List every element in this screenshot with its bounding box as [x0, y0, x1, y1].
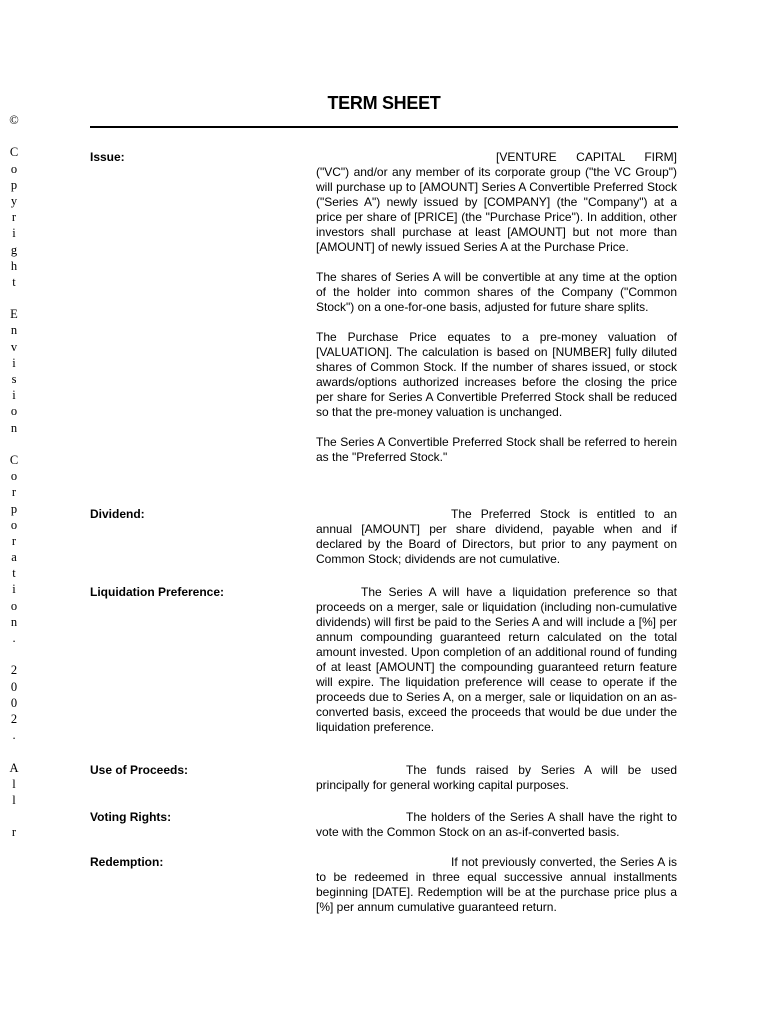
watermark-char: 2: [10, 711, 18, 726]
watermark-char: [6, 646, 22, 662]
watermark-char: n: [10, 323, 18, 338]
watermark-char: o: [10, 161, 18, 176]
watermark-char: 0: [10, 695, 18, 710]
paragraph: [VENTURE CAPITAL FIRM] ("VC") and/or any member of its corporate group ("the VC Group") will purchase up to [AMOUNT] Series A Convertible Preferred Stock ("Series A") newly issued by [COMPANY] (the "Company") at a price per share of [PRICE] (the "Purchase Price"). In addition, other investors shall purchase at least [AMOUNT] but not more than [AMOUNT] of newly issued Series A at the Purchase Price.: [316, 150, 677, 254]
watermark-char: r: [11, 485, 17, 500]
watermark-char: .: [12, 728, 16, 743]
watermark-char: o: [10, 404, 18, 419]
watermark-char: n: [10, 420, 18, 435]
watermark-char: i: [12, 355, 16, 370]
watermark-char: l: [12, 792, 16, 807]
watermark-char: [6, 128, 22, 144]
watermark-char: v: [10, 339, 18, 354]
section-label: Use of Proceeds:: [90, 763, 189, 777]
watermark-char: t: [12, 274, 16, 289]
watermark-char: ©: [9, 113, 19, 127]
watermark-char: o: [10, 598, 18, 613]
watermark-char: t: [12, 566, 16, 581]
section-label: Liquidation Preference:: [90, 585, 225, 599]
watermark-char: h: [10, 258, 18, 273]
section-body: [316, 763, 677, 808]
paragraph: The Series A will have a liquidation preference so that proceeds on a merger, sale or liquidation (including non-cumulative dividends) will first be paid to the Series A and will include a [%] per annum compounding guaranteed return calculated on the total amount invested. Upon completion of an additional round of funding of at least [AMOUNT] the compounding guaranteed return feature will expire. The liquidation preference will cease to operate if the proceeds due to Series A, on a merger, sale or liquidation on an as-converted basis, exceed the proceeds that would be due under the liquidation preference.: [316, 585, 677, 734]
section-body: [316, 855, 677, 930]
document-title: TERM SHEET: [327, 93, 441, 113]
watermark-char: o: [10, 517, 18, 532]
watermark-char: 2: [10, 663, 18, 678]
watermark-char: [6, 808, 22, 824]
paragraph: The Purchase Price equates to a pre-money valuation of [VALUATION]. The calculation is based on [NUMBER] fully diluted shares of Common Stock. If the number of shares issued, or stock awards/options authorized increases before the closing the price per share for Series A Convertible Preferred Stock shall be reduced so that the pre-money valuation is unchanged.: [316, 330, 677, 419]
watermark-char: [6, 290, 22, 306]
paragraph: The Preferred Stock is entitled to an annual [AMOUNT] per share dividend, payable when and if declared by the Board of Directors, but prior to any payment on Common Stock; dividends are not cumulative.: [316, 507, 677, 566]
paragraph: The holders of the Series A shall have the right to vote with the Common Stock on an as-if-converted basis.: [316, 810, 677, 839]
section-label: Issue:: [90, 150, 125, 164]
watermark-char: r: [11, 533, 17, 548]
paragraph: The shares of Series A will be convertible at any time at the option of the holder into common shares of the Company ("Common Stock") on a one-for-one basis, adjusted for future share splits.: [316, 270, 677, 314]
watermark-char: l: [12, 776, 16, 791]
watermark-char: y: [10, 193, 18, 208]
watermark-char: .: [12, 631, 16, 645]
title-divider: [90, 126, 678, 128]
watermark-char: C: [9, 452, 19, 467]
watermark-char: C: [9, 145, 19, 160]
watermark-char: E: [10, 307, 18, 322]
paragraph: The funds raised by Series A will be used principally for general working capital purposes.: [316, 763, 677, 792]
watermark-char: [6, 743, 22, 759]
watermark-char: a: [11, 550, 17, 565]
section-label: Voting Rights:: [90, 810, 172, 824]
watermark-char: r: [11, 825, 17, 840]
section-body: [316, 810, 677, 855]
watermark-char: i: [12, 388, 16, 403]
section-body: [316, 585, 677, 750]
section-label: Dividend:: [90, 507, 145, 521]
watermark-char: A: [9, 760, 19, 775]
watermark-char: p: [10, 177, 18, 192]
section-body: [316, 150, 677, 480]
watermark-char: [6, 436, 22, 452]
watermark-char: i: [12, 226, 16, 241]
watermark-char: r: [11, 210, 17, 225]
section-body: [316, 507, 677, 582]
watermark-char: i: [12, 582, 16, 597]
copyright-watermark: [6, 112, 22, 840]
watermark-char: s: [11, 372, 17, 386]
watermark-char: 0: [10, 679, 18, 694]
watermark-char: n: [10, 614, 18, 629]
paragraph: If not previously converted, the Series A is to be redeemed in three equal successive annual installments beginning [DATE]. Redemption will be at the purchase price plus a [%] per annum cumulative guaranteed return.: [316, 855, 677, 914]
watermark-char: p: [10, 501, 18, 516]
section-label: Redemption:: [90, 855, 164, 869]
paragraph: The Series A Convertible Preferred Stock shall be referred to herein as the "Preferred Stock.": [316, 435, 677, 464]
watermark-char: g: [10, 242, 18, 257]
watermark-char: o: [10, 469, 18, 484]
